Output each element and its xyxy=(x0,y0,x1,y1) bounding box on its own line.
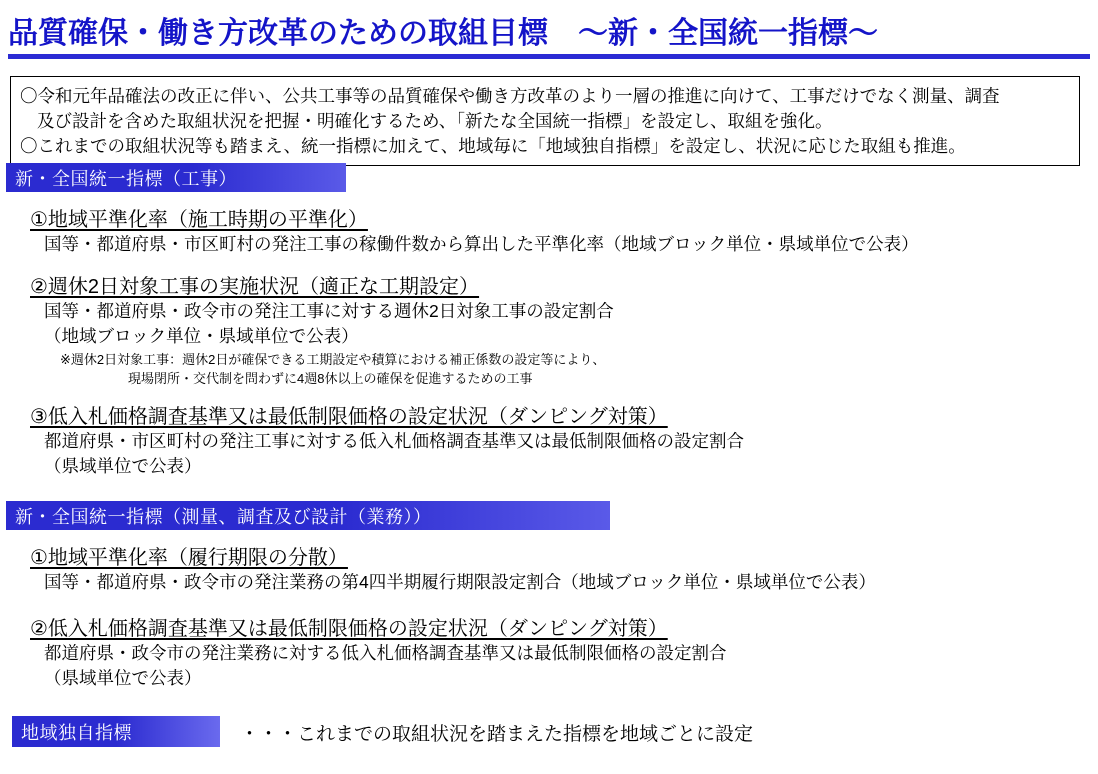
item-koji-3 xyxy=(0,400,1090,480)
intro-box xyxy=(10,76,1080,166)
title-divider xyxy=(8,54,1090,59)
item-koji-2-body-1: 国等・都道府県・政令市の発注工事に対する週休2日対象工事の設定割合 xyxy=(44,301,614,321)
intro-line-2: 及び設計を含めた取組状況を把握・明確化するため、「新たな全国統一指標」を設定し、取組を強化。 xyxy=(37,110,833,131)
item-koji-1 xyxy=(0,203,1090,257)
item-koji-3-body-2: （県域単位で公表） xyxy=(44,456,202,477)
item-gyomu-1-head: ①地域平準化率（履行期限の分散） xyxy=(30,547,348,569)
item-koji-2-note-1: ※週休2日対象工事：週休2日が確保できる工期設定や積算における補正係数の設定等により、 xyxy=(60,351,606,367)
local-note: ・・・これまでの取組状況を踏まえた指標を地域ごとに設定 xyxy=(240,724,754,745)
item-gyomu-2-body-2: （県域単位で公表） xyxy=(44,668,202,689)
item-koji-1-head: ①地域平準化率（施工時期の平準化） xyxy=(30,209,368,231)
item-gyomu-1-body-1: 国等・都道府県・政令市の発注業務の第4四半期履行期限設定割合（地域ブロック単位・県域単位で公表） xyxy=(44,572,876,592)
item-gyomu-1 xyxy=(0,541,1090,595)
item-gyomu-2 xyxy=(0,612,1090,692)
section-header-gyomu xyxy=(6,501,610,530)
item-koji-2-body-2: （地域ブロック単位・県域単位で公表） xyxy=(44,326,359,347)
section-header-gyomu-label: 新・全国統一指標（測量、調査及び設計（業務）） xyxy=(15,506,432,527)
intro-line-1: 〇令和元年品確法の改正に伴い、公共工事等の品質確保や働き方改革のより一層の推進に向けて、工事だけでなく測量、調査 xyxy=(20,86,1000,106)
item-gyomu-2-head: ②低入札価格調査基準又は最低制限価格の設定状況（ダンピング対策） xyxy=(30,618,668,640)
page-title: 品質確保・働き方改革のための取組目標 ～新・全国統一指標～ xyxy=(8,17,878,50)
intro-line-3: 〇これまでの取組状況等も踏まえ、統一指標に加えて、地域毎に「地域独自指標」を設定し、状況に応じた取組も推進。 xyxy=(20,135,966,156)
item-koji-2-note-2: 現場閉所・交代制を問わずに4週8休以上の確保を促進するための工事 xyxy=(128,371,533,387)
section-header-koji-label: 新・全国統一指標（工事） xyxy=(15,168,237,189)
section-header-local xyxy=(12,716,220,747)
page-title-block xyxy=(8,18,1090,59)
section-header-koji xyxy=(6,163,346,192)
item-koji-2-head: ②週休2日対象工事の実施状況（適正な工期設定） xyxy=(30,276,480,298)
item-gyomu-2-body-1: 都道府県・政令市の発注業務に対する低入札価格調査基準又は最低制限価格の設定割合 xyxy=(44,643,727,663)
item-koji-3-head: ③低入札価格調査基準又は最低制限価格の設定状況（ダンピング対策） xyxy=(30,406,668,428)
section-header-local-label: 地域独自指標 xyxy=(21,722,132,743)
item-koji-1-body-1: 国等・都道府県・市区町村の発注工事の稼働件数から算出した平準化率（地域ブロック単位・県域単位で公表） xyxy=(44,234,919,254)
item-koji-3-body-1: 都道府県・市区町村の発注工事に対する低入札価格調査基準又は最低制限価格の設定割合 xyxy=(44,431,744,451)
item-koji-2 xyxy=(0,270,1090,389)
